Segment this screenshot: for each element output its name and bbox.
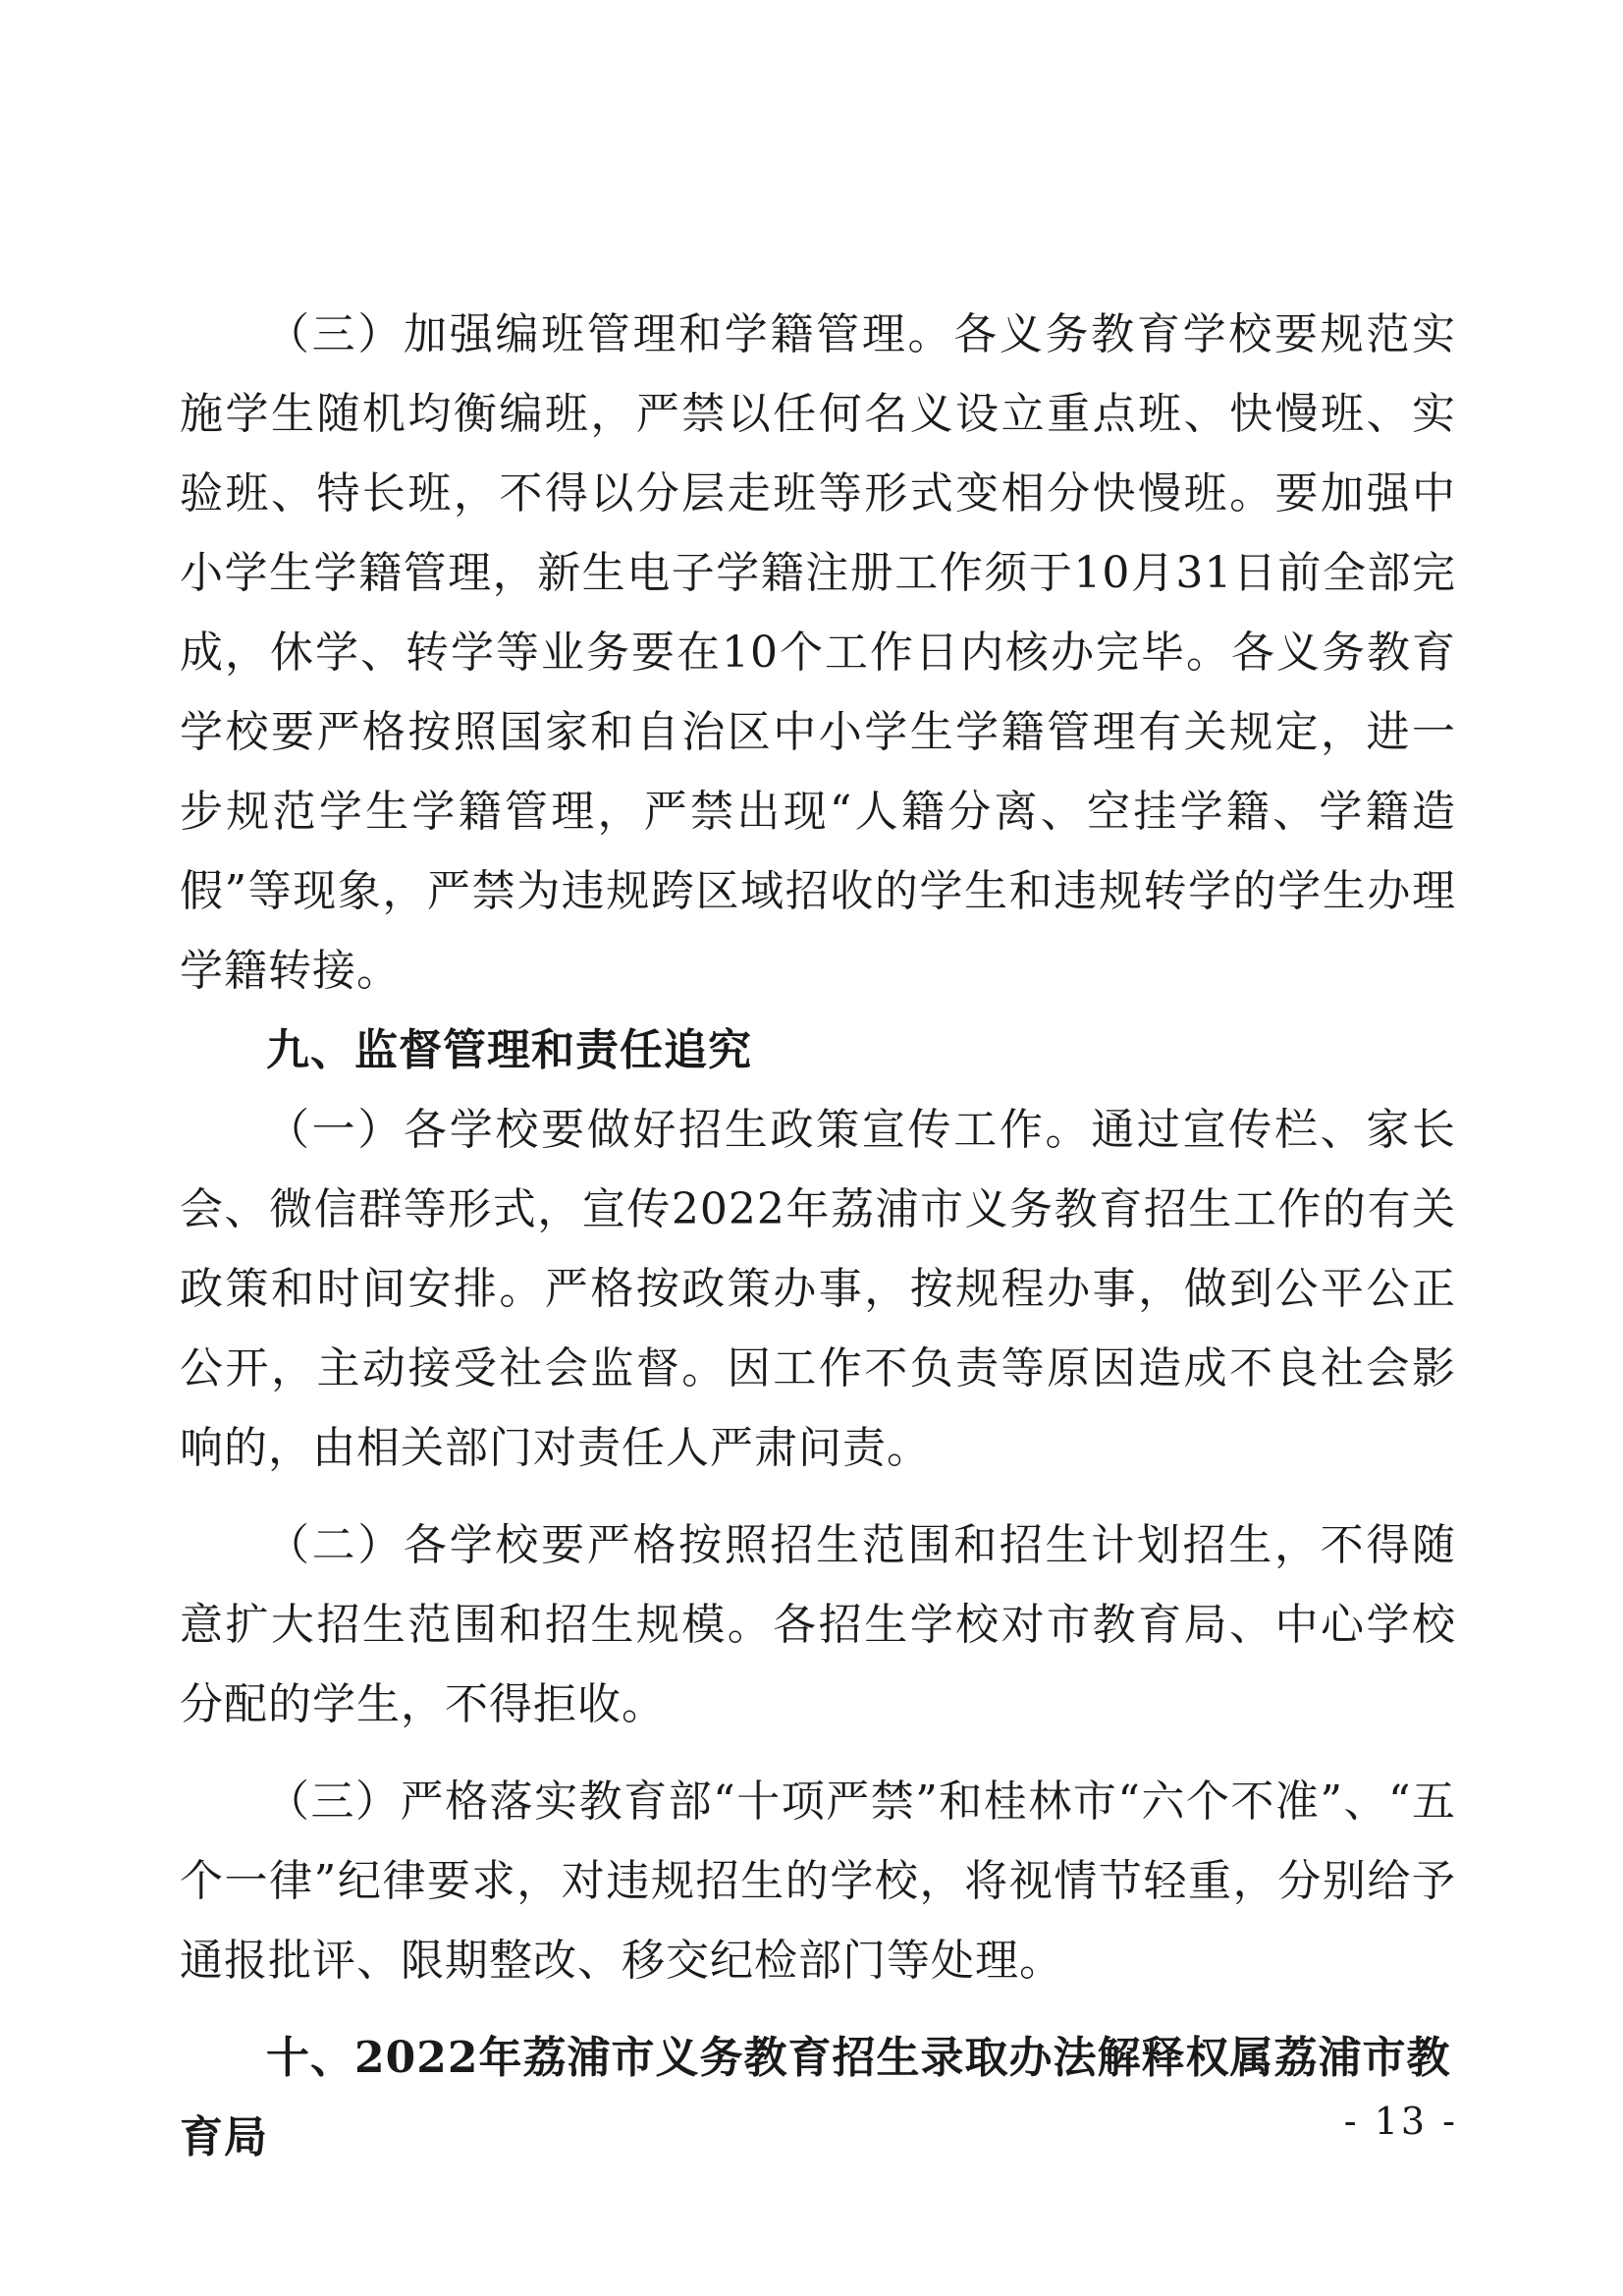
paragraph-class-management: （三）加强编班管理和学籍管理。各义务教育学校要规范实施学生随机均衡编班，严禁以任何名义设立重点班、快慢班、实验班、特长班，不得以分层走班等形式变相分快慢班。要加强中小学生学籍管理，新生电子学籍注册工作须于10月31日前全部完成，休学、转学等业务要在10个工作日内核办完毕。各义务教育学校要严格按照国家和自治区中小学生学籍管理有关规定，进一步规范学生学籍管理，严禁出现“人籍分离、空挂学籍、学籍造假”等现象，严禁为违规跨区域招收的学生和违规转学的学生办理学籍转接。 [180,309,1456,996]
paragraph-policy-publicity: （一）各学校要做好招生政策宣传工作。通过宣传栏、家长会、微信群等形式，宣传2022年荔浦市义务教育招生工作的有关政策和时间安排。严格按政策办事，按规程办事，做到公平公正公开，主动接受社会监督。因工作不负责等原因造成不良社会影响的，由相关部门对责任人严肃问责。 [180,1105,1456,1473]
page-number: - 13 - [1343,2100,1458,2143]
paragraph-enrollment-scope: （二）各学校要严格按照招生范围和招生计划招生，不得随意扩大招生范围和招生规模。各招生学校对市教育局、中心学校分配的学生，不得拒收。 [180,1520,1456,1729]
paragraph-discipline-requirements: （三）严格落实教育部“十项严禁”和桂林市“六个不准”、“五个一律”纪律要求，对违规招生的学校，将视情节轻重，分别给予通报批评、限期整改、移交纪检部门等处理。 [180,1777,1456,1986]
section-heading-supervision: 九、监督管理和责任追究 [266,1025,752,1075]
document-body [180,295,1456,2177]
section-heading-interpretation: 十、2022年荔浦市义务教育招生录取办法解释权属荔浦市教育局 [180,2033,1451,2162]
